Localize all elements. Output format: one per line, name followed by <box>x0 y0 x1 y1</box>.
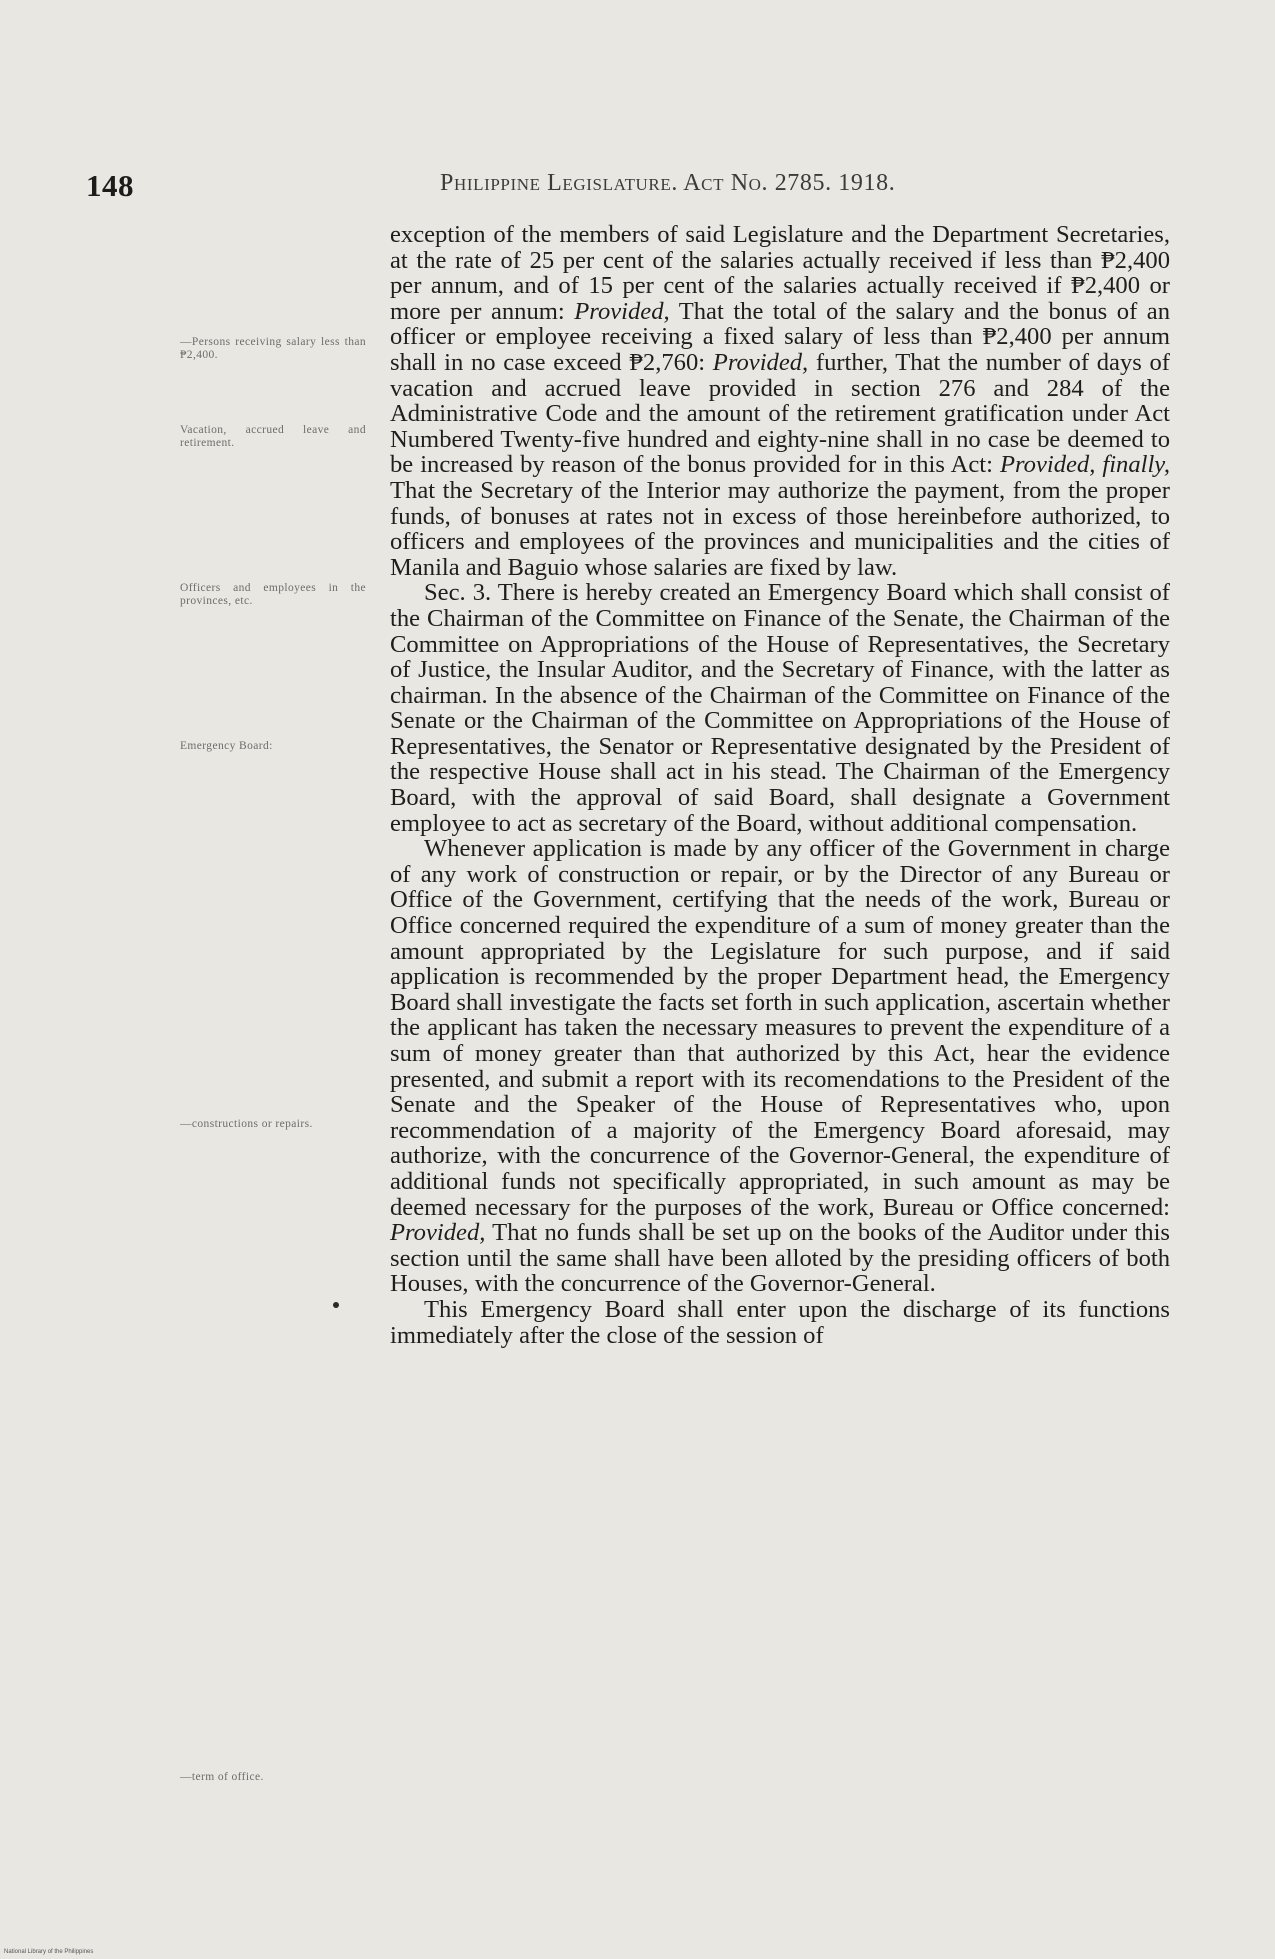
text-run: That the total of the salary and the bonus of an officer or employee receiving a fixed salary of less than ₱2,400 per annum shall in no case exceed ₱2,760: <box>390 297 1170 376</box>
text-run: That no funds shall be set up on the books of the Auditor under this section until the same shall have been alloted by the presiding officers of both Houses, with the concurrence of the Governor-General. <box>390 1219 1170 1298</box>
italic-run: Provided, <box>712 348 809 376</box>
italic-run: Provided, <box>574 297 670 325</box>
text-run: Sec. 3. There is hereby created an Emergency Board which shall consist of the Chairman of the Committee on Finance of the Senate, the Chairman of the Committee on Appropriations of the House of Representatives, the Secretary of Justice, the Insular Auditor, and the Secretary of Finance, with the latter as chairman. In the absence of the Chairman of the Committee on Finance of the Senate or the Chairman of the Committee on Appropriations of the House of Representatives, the Senator or Representative designated by the President of the respective House shall act in his stead. The Chairman of the Emergency Board, with the approval of said Board, shall designate a Government employee to act as secretary of the Board, without additional compensation. <box>390 579 1170 837</box>
text-run: further, That the number of days of vacation and accrued leave provided in section 276 and 284 of the Administrative Code and the amount of the retirement gratification under Act Numbered Twenty-five hundred and eighty-nine shall in no case be deemed to be increased by reason of the bonus provided for in this Act: <box>390 348 1170 479</box>
margin-note-constructions-repairs: —constructions or repairs. <box>180 1118 313 1130</box>
page-number: 148 <box>86 168 134 203</box>
italic-run: Provided, finally, <box>999 451 1170 479</box>
paragraph-section-3 <box>390 580 1170 836</box>
body-text <box>390 222 1170 1348</box>
scan-speck <box>333 1302 339 1308</box>
text-run: This Emergency Board shall enter upon the discharge of its functions immediately after the close of the session of <box>390 1295 1170 1349</box>
paragraph-construction-repair <box>390 836 1170 1297</box>
margin-note-term-of-office: —term of office. <box>180 1771 264 1783</box>
paragraph-bonus-provisions <box>390 222 1170 580</box>
italic-run: Provided, <box>390 1219 486 1247</box>
running-head: Philippine Legislature. Act No. 2785. 1918. <box>440 170 896 196</box>
text-run: That the Secretary of the Interior may authorize the payment, from the proper funds, of bonuses at rates not in excess of those hereinbefore authorized, to officers and employees of the provinces and municipalities and the cities of Manila and Baguio whose salaries are fixed by law. <box>390 476 1170 581</box>
paragraph-term-of-office <box>390 1297 1170 1348</box>
footer-credit: National Library of the Philippines <box>4 1949 94 1955</box>
margin-note-persons-salary: —Persons receiving salary less than ₱2,400. <box>180 336 366 361</box>
text-run: exception of the members of said Legislature and the Department Secretaries, at the rate of 25 per cent of the salaries actually received if less than ₱2,400 per annum, and of 15 per cent of the salaries actually received if ₱2,400 or more per annum: <box>390 221 1170 325</box>
margin-note-officers-provinces: Officers and employees in the provinces, etc. <box>180 582 366 607</box>
margin-note-emergency-board: Emergency Board: <box>180 740 273 752</box>
text-run: Whenever application is made by any officer of the Government in charge of any work of construction or repair, or by the Director of any Bureau or Office of the Government, certifying that the needs of the work, Bureau or Office concerned required the expenditure of a sum of money greater than the amount appropriated by the Legislature for such purpose, and if said application is recommended by the proper Department head, the Emergency Board shall investigate the facts set forth in such application, ascertain whether the applicant has taken the necessary measures to prevent the expenditure of a sum of money greater than that authorized by this Act, hear the evidence presented, and submit a report with its recomendations to the President of the Senate and the Speaker of the House of Representatives who, upon recommendation of a majority of the Emergency Board aforesaid, may authorize, with the concurrence of the Governor-General, the expenditure of additional funds not specifically appropriated, in such amount as may be deemed necessary for the purposes of the work, Bureau or Office concerned: <box>390 835 1170 1221</box>
margin-note-vacation-leave: Vacation, accrued leave and retirement. <box>180 424 366 449</box>
